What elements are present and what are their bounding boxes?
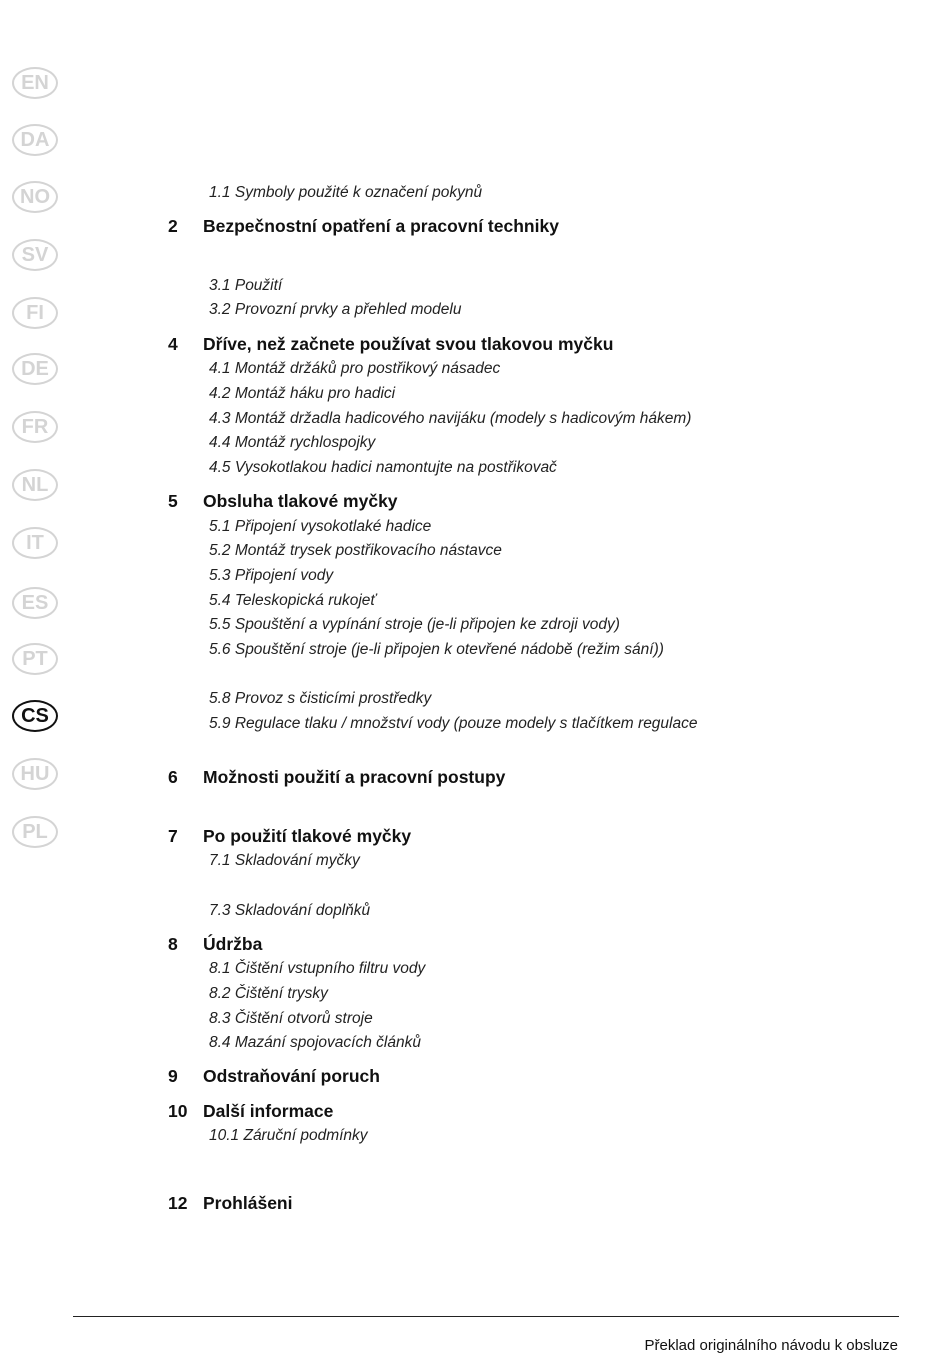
toc-item-4-2[interactable]: 4.2 Montáž háku pro hadici bbox=[209, 385, 396, 402]
toc-chapter-4[interactable] bbox=[168, 334, 613, 355]
toc-item-5-9[interactable]: 5.9 Regulace tlaku / množství vody (pouze modely s tlačítkem regulace bbox=[209, 715, 698, 732]
chapter-title: Údržba bbox=[203, 934, 263, 954]
toc-item-7-1[interactable]: 7.1 Skladování myčky bbox=[209, 852, 360, 869]
chapter-title: Bezpečnostní opatření a pracovní techniky bbox=[203, 216, 559, 236]
toc-chapter-6[interactable] bbox=[168, 767, 505, 788]
chapter-title: Obsluha tlakové myčky bbox=[203, 491, 398, 511]
chapter-title: Odstraňování poruch bbox=[203, 1066, 380, 1086]
lang-tab-es[interactable]: ES bbox=[12, 587, 58, 619]
toc-item-7-3[interactable]: 7.3 Skladování doplňků bbox=[209, 902, 371, 919]
chapter-number: 10 bbox=[168, 1101, 188, 1121]
lang-tab-pt[interactable]: PT bbox=[12, 643, 58, 675]
toc-item-4-3[interactable]: 4.3 Montáž držadla hadicového navijáku (modely s hadicovým hákem) bbox=[209, 410, 692, 427]
toc-chapter-2[interactable] bbox=[168, 216, 559, 237]
toc-item-8-4[interactable]: 8.4 Mazání spojovacích článků bbox=[209, 1034, 421, 1051]
lang-tab-hu[interactable]: HU bbox=[12, 758, 58, 790]
toc-chapter-7[interactable] bbox=[168, 826, 411, 847]
chapter-title: Dříve, než začnete používat svou tlakovou myčku bbox=[203, 334, 614, 354]
lang-tab-fr[interactable]: FR bbox=[12, 411, 58, 443]
lang-tab-en[interactable]: EN bbox=[12, 67, 58, 99]
toc-item-5-8[interactable]: 5.8 Provoz s čisticími prostředky bbox=[209, 690, 432, 707]
lang-tab-da[interactable]: DA bbox=[12, 124, 58, 156]
chapter-number: 9 bbox=[168, 1066, 178, 1086]
toc-item-1-1[interactable]: 1.1 Symboly použité k označení pokynů bbox=[209, 184, 483, 201]
toc-item-5-1[interactable]: 5.1 Připojení vysokotlaké hadice bbox=[209, 518, 432, 535]
chapter-title: Další informace bbox=[203, 1101, 334, 1121]
toc-item-4-4[interactable]: 4.4 Montáž rychlospojky bbox=[209, 434, 376, 451]
chapter-number: 2 bbox=[168, 216, 178, 236]
toc-item-8-1[interactable]: 8.1 Čištění vstupního filtru vody bbox=[209, 960, 426, 977]
chapter-number: 7 bbox=[168, 826, 178, 846]
lang-tab-de[interactable]: DE bbox=[12, 353, 58, 385]
toc-item-5-3[interactable]: 5.3 Připojení vody bbox=[209, 567, 334, 584]
chapter-number: 8 bbox=[168, 934, 178, 954]
toc-item-3-1[interactable]: 3.1 Použití bbox=[209, 277, 283, 294]
toc-item-4-5[interactable]: 4.5 Vysokotlakou hadici namontujte na postřikovač bbox=[209, 459, 557, 476]
lang-tab-it[interactable]: IT bbox=[12, 527, 58, 559]
chapter-title: Po použití tlakové myčky bbox=[203, 826, 412, 846]
lang-tab-nl[interactable]: NL bbox=[12, 469, 58, 501]
lang-tab-no[interactable]: NO bbox=[12, 181, 58, 213]
toc-item-8-2[interactable]: 8.2 Čištění trysky bbox=[209, 985, 328, 1002]
toc-item-10-1[interactable]: 10.1 Záruční podmínky bbox=[209, 1127, 368, 1144]
toc-item-4-1[interactable]: 4.1 Montáž držáků pro postřikový násadec bbox=[209, 360, 501, 377]
lang-tab-sv[interactable]: SV bbox=[12, 239, 58, 271]
toc-chapter-10[interactable] bbox=[168, 1101, 333, 1122]
toc-chapter-12[interactable] bbox=[168, 1193, 292, 1214]
chapter-number: 4 bbox=[168, 334, 178, 354]
chapter-number: 12 bbox=[168, 1193, 188, 1213]
toc-chapter-9[interactable] bbox=[168, 1066, 380, 1087]
toc-item-8-3[interactable]: 8.3 Čištění otvorů stroje bbox=[209, 1010, 373, 1027]
toc-item-5-6[interactable]: 5.6 Spouštění stroje (je-li připojen k otevřené nádobě (režim sání)) bbox=[209, 641, 664, 658]
toc-item-5-2[interactable]: 5.2 Montáž trysek postřikovacího nástavce bbox=[209, 542, 502, 559]
toc-item-5-5[interactable]: 5.5 Spouštění a vypínání stroje (je-li připojen ke zdroji vody) bbox=[209, 616, 620, 633]
toc-item-5-4[interactable]: 5.4 Teleskopická rukojeť bbox=[209, 592, 376, 609]
toc-item-3-2[interactable]: 3.2 Provozní prvky a přehled modelu bbox=[209, 301, 462, 318]
toc-chapter-5[interactable] bbox=[168, 491, 398, 512]
footer-divider bbox=[73, 1316, 899, 1317]
lang-tab-fi[interactable]: FI bbox=[12, 297, 58, 329]
chapter-title: Možnosti použití a pracovní postupy bbox=[203, 767, 506, 787]
lang-tab-cs[interactable]: CS bbox=[12, 700, 58, 732]
chapter-title: Prohlášeni bbox=[203, 1193, 293, 1213]
footer-caption: Překlad originálního návodu k obsluze bbox=[644, 1337, 898, 1354]
toc-chapter-8[interactable] bbox=[168, 934, 262, 955]
chapter-number: 6 bbox=[168, 767, 178, 787]
chapter-number: 5 bbox=[168, 491, 178, 511]
lang-tab-pl[interactable]: PL bbox=[12, 816, 58, 848]
